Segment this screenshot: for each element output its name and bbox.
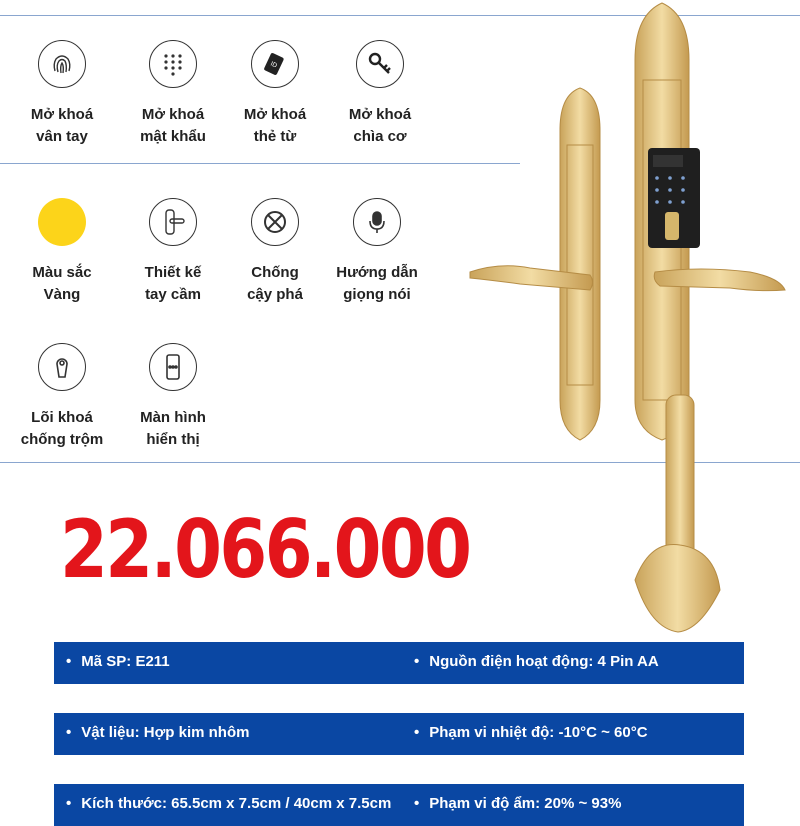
price: 22.066.000: [60, 503, 470, 596]
feature-label-line1: Mở khoá: [141, 106, 205, 123]
feature-label-line2: mật khẩu: [140, 128, 206, 145]
feature-label: [118, 104, 228, 148]
feature-label-line1: Mở khoá: [348, 106, 412, 123]
feature-label-line2: chìa cơ: [353, 128, 407, 145]
feature-label-line2: Vàng: [43, 286, 81, 303]
feature-label: [322, 262, 432, 306]
key-icon: [356, 40, 404, 88]
spec-row: [54, 784, 744, 826]
feature-label-line2: chống trộm: [20, 431, 104, 448]
yellow-color-swatch: [38, 198, 86, 246]
feature-label-line1: Hướng dẫn: [336, 264, 418, 281]
feature-display: [118, 343, 228, 451]
microphone-icon: [353, 198, 401, 246]
feature-label: [220, 104, 330, 148]
feature-label-line1: Chống: [251, 264, 299, 281]
keypad-icon: [149, 40, 197, 88]
feature-label-line2: tay cầm: [145, 286, 201, 303]
feature-label-line2: cậy phá: [247, 286, 303, 303]
spec-temperature: • Phạm vi nhiệt độ: -10°C ~ 60°C: [414, 724, 648, 741]
svg-text:ID: ID: [269, 60, 279, 70]
feature-label: [220, 262, 330, 306]
feature-label-line1: Thiết kế: [144, 264, 202, 281]
phone-screen-icon: [149, 343, 197, 391]
spec-material: • Vật liệu: Hợp kim nhôm: [66, 724, 249, 741]
anti-tamper-icon: [251, 198, 299, 246]
feature-label-line2: thẻ từ: [253, 128, 297, 145]
feature-label: [118, 262, 228, 306]
gold-smart-lock-image: [460, 0, 800, 640]
feature-label-line1: Mở khoá: [243, 106, 307, 123]
feature-color: [7, 198, 117, 306]
spec-dimensions: • Kích thước: 65.5cm x 7.5cm / 40cm x 7.5cm: [66, 795, 391, 812]
feature-label: [118, 407, 228, 451]
feature-password: [118, 40, 228, 148]
feature-label: [7, 407, 117, 451]
feature-voice: [322, 198, 432, 306]
feature-cylinder: [7, 343, 117, 451]
feature-fingerprint: [7, 40, 117, 148]
spec-row: [54, 642, 744, 684]
feature-label-line2: giọng nói: [343, 286, 411, 303]
feature-label: [7, 104, 117, 148]
feature-anti-tamper: [220, 198, 330, 306]
feature-label: [7, 262, 117, 306]
feature-label-line1: Màn hình: [140, 409, 206, 426]
spec-power-source: • Nguồn điện hoạt động: 4 Pin AA: [414, 653, 659, 670]
spec-product-code: • Mã SP: E211: [66, 653, 170, 670]
feature-label-line1: Mở khoá: [30, 106, 94, 123]
feature-label-line1: Màu sắc: [32, 264, 92, 281]
divider: [0, 163, 520, 164]
spec-row: [54, 713, 744, 755]
id-card-icon: [251, 40, 299, 88]
feature-handle: [118, 198, 228, 306]
feature-label-line1: Lõi khoá: [31, 409, 93, 426]
feature-label-line2: vân tay: [36, 128, 88, 145]
feature-label: [325, 104, 435, 148]
spec-humidity: • Phạm vi độ ẩm: 20% ~ 93%: [414, 795, 621, 812]
feature-key: [325, 40, 435, 148]
door-handle-icon: [149, 198, 197, 246]
feature-card: [220, 40, 330, 148]
lock-cylinder-icon: [38, 343, 86, 391]
fingerprint-icon: [38, 40, 86, 88]
feature-label-line2: hiển thị: [146, 431, 200, 448]
